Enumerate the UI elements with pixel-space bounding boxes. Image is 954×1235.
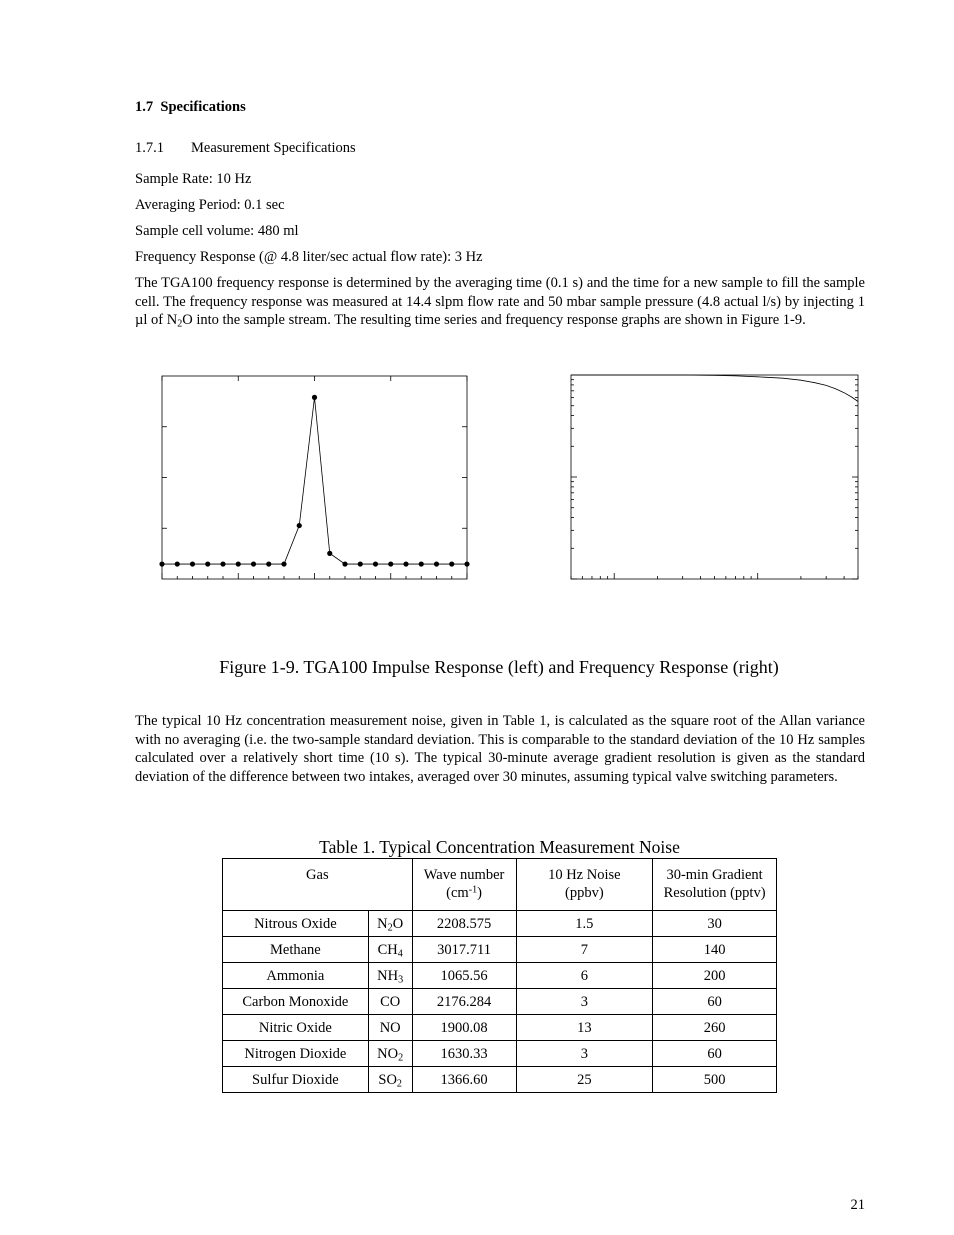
wave-number: 2208.575 xyxy=(412,911,516,937)
wave-number: 1366.60 xyxy=(412,1067,516,1093)
impulse-data-point xyxy=(205,561,210,566)
noise-table xyxy=(222,858,777,1093)
gas-formula: $NH_3$ xyxy=(368,963,412,989)
gas-formula: $NO_2$ xyxy=(368,1041,412,1067)
noise-value: 3 xyxy=(516,1041,653,1067)
para1-text-a: The TGA100 frequency response is determined by the averaging time (0.1 s) and the time for a new sample to fill the sample cell. The frequency response was measured at 14.4 slpm flow rate and 50 mbar sample pressure (4.8 actual l/s) by injecting 1 µl of N xyxy=(135,275,865,328)
table-row xyxy=(223,937,777,963)
impulse-data-point xyxy=(190,561,195,566)
wave-number: 1065.56 xyxy=(412,963,516,989)
header-gas: Gas xyxy=(223,859,413,911)
gas-formula: NO xyxy=(368,1015,412,1041)
impulse-data-point xyxy=(236,561,241,566)
impulse-data-point xyxy=(388,561,393,566)
gas-formula: CO xyxy=(368,989,412,1015)
table-title: Table 1. Typical Concentration Measurement Noise xyxy=(319,837,680,857)
impulse-plot-frame xyxy=(162,376,467,579)
section-title: Specifications xyxy=(160,99,246,115)
page-number: 21 xyxy=(850,1197,865,1213)
impulse-data-point xyxy=(297,523,302,528)
impulse-data-point xyxy=(175,561,180,566)
gas-formula: $N_2O$ xyxy=(368,911,412,937)
gas-name: Ammonia xyxy=(223,963,369,989)
frequency-response-chart xyxy=(560,368,870,588)
table-row xyxy=(223,911,777,937)
impulse-data-point xyxy=(159,561,164,566)
gas-name: Nitric Oxide xyxy=(223,1015,369,1041)
impulse-series-line xyxy=(162,397,467,564)
impulse-data-point xyxy=(281,561,286,566)
impulse-data-point xyxy=(419,561,424,566)
figure-caption: Figure 1-9. TGA100 Impulse Response (left) and Frequency Response (right) xyxy=(219,657,779,677)
impulse-data-point xyxy=(403,561,408,566)
frequency-series-line xyxy=(571,375,858,402)
gas-name: Carbon Monoxide xyxy=(223,989,369,1015)
wave-number: 2176.284 xyxy=(412,989,516,1015)
impulse-data-point xyxy=(342,561,347,566)
spec-sample-rate: Sample Rate: 10 Hz xyxy=(135,171,252,187)
header-gradient-resolution: 30-min Gradient Resolution (pptv) xyxy=(653,859,777,911)
noise-value: 1.5 xyxy=(516,911,653,937)
gradient-value: 200 xyxy=(653,963,777,989)
impulse-data-point xyxy=(464,561,469,566)
table-row xyxy=(223,963,777,989)
gas-name: Nitrogen Dioxide xyxy=(223,1041,369,1067)
table-header-row xyxy=(223,859,777,911)
header-wave-number: Wave number $(cm^{-1})$ xyxy=(412,859,516,911)
spec-averaging-period: Averaging Period: 0.1 sec xyxy=(135,197,285,213)
spec-cell-volume: Sample cell volume: 480 ml xyxy=(135,223,299,239)
gradient-value: 30 xyxy=(653,911,777,937)
table-row xyxy=(223,989,777,1015)
impulse-data-point xyxy=(434,561,439,566)
gradient-value: 260 xyxy=(653,1015,777,1041)
wave-number: 1900.08 xyxy=(412,1015,516,1041)
spec-frequency-response: Frequency Response (@ 4.8 liter/sec actual flow rate): 3 Hz xyxy=(135,249,483,265)
impulse-data-point xyxy=(327,551,332,556)
impulse-data-point xyxy=(449,561,454,566)
gradient-value: 60 xyxy=(653,989,777,1015)
paragraph-frequency-response xyxy=(135,274,865,330)
gradient-value: 60 xyxy=(653,1041,777,1067)
impulse-data-point xyxy=(251,561,256,566)
gas-formula: $CH_4$ xyxy=(368,937,412,963)
impulse-data-point xyxy=(220,561,225,566)
noise-value: 13 xyxy=(516,1015,653,1041)
wave-number: 3017.711 xyxy=(412,937,516,963)
impulse-points xyxy=(159,395,469,567)
section-heading xyxy=(135,99,246,116)
gradient-value: 500 xyxy=(653,1067,777,1093)
subsection-heading xyxy=(135,139,356,158)
noise-value: 7 xyxy=(516,937,653,963)
noise-value: 25 xyxy=(516,1067,653,1093)
subsection-title: Measurement Specifications xyxy=(191,140,356,156)
noise-value: 6 xyxy=(516,963,653,989)
impulse-data-point xyxy=(373,561,378,566)
section-number: 1.7 xyxy=(135,99,154,115)
impulse-data-point xyxy=(266,561,271,566)
header-10hz-noise: 10 Hz Noise (ppbv) xyxy=(516,859,653,911)
table-row xyxy=(223,1015,777,1041)
frequency-ticks xyxy=(571,380,858,579)
frequency-plot-frame xyxy=(571,375,858,579)
paragraph-noise: The typical 10 Hz concentration measurement noise, given in Table 1, is calculated as the square root of the Allan variance with no averaging (i.e. the two-sample standard deviation. This is comparable to the standard deviation of the 10 Hz samples calculated over a relatively short time (10 s). The typical 30-minute average gradient resolution is given as the standard deviation of the difference between two intakes, averaged over 30 minutes, assuming typical valve switching parameters. xyxy=(135,713,865,785)
gas-name: Nitrous Oxide xyxy=(223,911,369,937)
wave-number: 1630.33 xyxy=(412,1041,516,1067)
gas-name: Methane xyxy=(223,937,369,963)
gas-formula: $SO_2$ xyxy=(368,1067,412,1093)
impulse-data-point xyxy=(312,395,317,400)
table-row xyxy=(223,1041,777,1067)
table-row xyxy=(223,1067,777,1093)
impulse-data-point xyxy=(358,561,363,566)
para1-subscript: 2 xyxy=(177,318,183,330)
subsection-number: 1.7.1 xyxy=(135,140,164,156)
impulse-ticks xyxy=(162,376,467,579)
para1-text-b: O into the sample stream. The resulting time series and frequency response graphs are shown in Figure 1-9. xyxy=(182,312,806,328)
impulse-response-chart xyxy=(150,368,480,588)
gradient-value: 140 xyxy=(653,937,777,963)
noise-value: 3 xyxy=(516,989,653,1015)
gas-name: Sulfur Dioxide xyxy=(223,1067,369,1093)
